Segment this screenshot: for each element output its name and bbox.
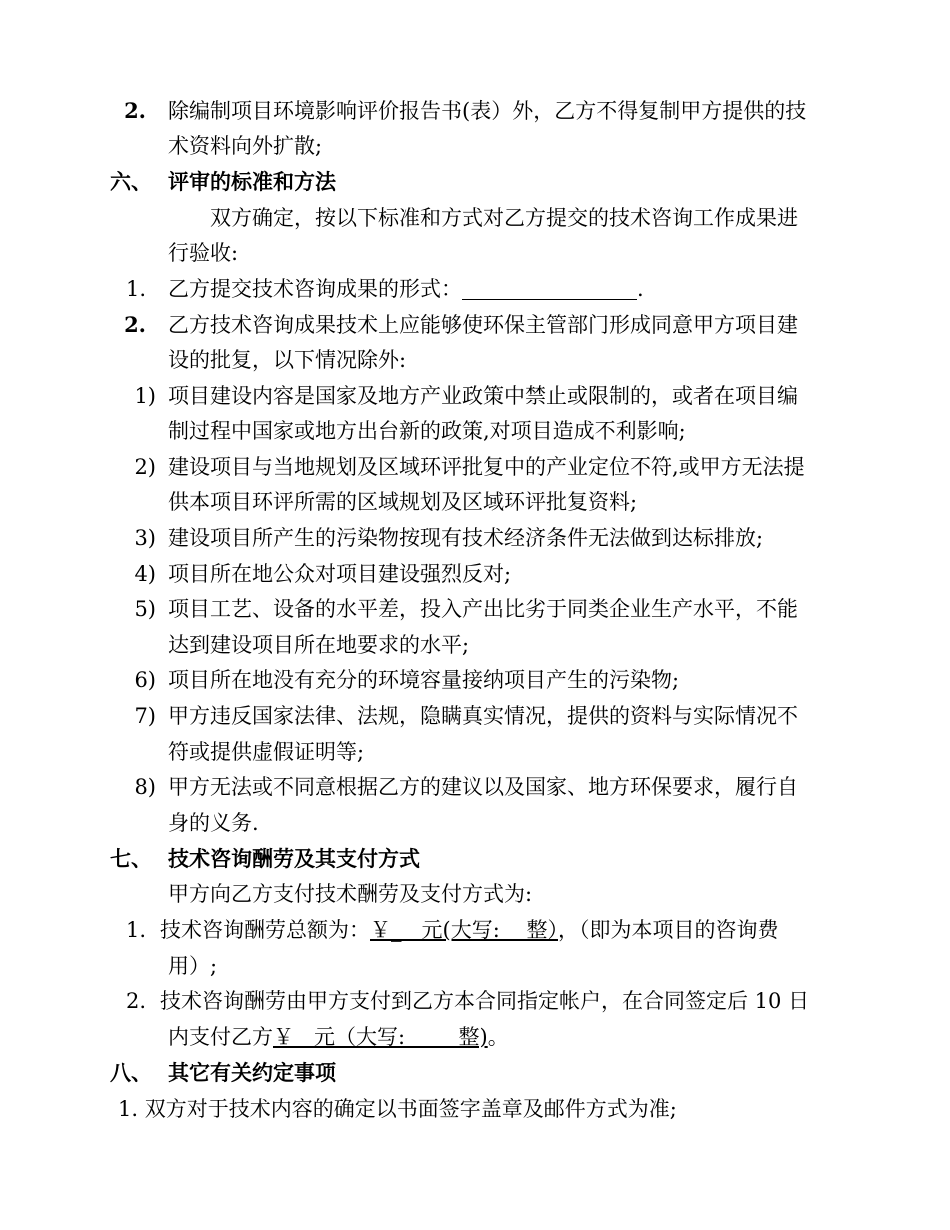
item-number: 2. — [124, 312, 146, 337]
amount-field: ￥_ 元(大写: 整） — [370, 918, 558, 942]
item-number: 1. — [125, 918, 146, 942]
sub-item-text: 项目工艺、设备的水平差，投入产出比劣于同类企业生产水平，不能 — [168, 597, 798, 621]
item-text: 技术咨询酬劳由甲方支付到乙方本合同指定帐户，在合同签定后 10 日 — [160, 989, 810, 1013]
item-text: 术资料向外扩散; — [168, 134, 323, 158]
item-text: 设的批复，以下情况除外: — [168, 348, 407, 372]
section-number: 七、 — [110, 846, 152, 871]
paragraph-text: 双方确定，按以下标准和方式对乙方提交的技术咨询工作成果进 — [210, 206, 798, 230]
section-title: 技术咨询酬劳及其支付方式 — [168, 846, 420, 871]
sub-item-number: 1) — [134, 384, 156, 408]
sub-item-text: 项目建设内容是国家及地方产业政策中禁止或限制的，或者在项目编 — [168, 384, 798, 408]
section-number: 八、 — [110, 1060, 152, 1085]
item-text: 乙方技术咨询成果技术上应能够使环保主管部门形成同意甲方项目建 — [168, 313, 798, 337]
fill-in-blank — [462, 277, 637, 300]
sub-item-number: 3) — [134, 526, 156, 550]
sub-item-number: 6) — [134, 668, 156, 692]
item-number: 1. — [125, 277, 146, 301]
item-number: 2. — [125, 989, 146, 1013]
sub-item-number: 8) — [134, 775, 156, 799]
sub-item-number: 4) — [134, 562, 156, 586]
paragraph-text: 行验收: — [168, 241, 239, 265]
amount-field: ￥ 元（大写: 整) — [273, 1025, 488, 1049]
section-title: 其它有关约定事项 — [168, 1060, 336, 1085]
section-number: 六、 — [110, 169, 152, 194]
sub-item-text: 甲方无法或不同意根据乙方的建议以及国家、地方环保要求，履行自 — [168, 775, 798, 799]
section-title: 评审的标准和方法 — [168, 169, 336, 194]
item-text: 除编制项目环境影响评价报告书(表）外，乙方不得复制甲方提供的技 — [168, 99, 807, 123]
sub-item-number: 5) — [134, 597, 156, 621]
item-number: 2. — [124, 98, 146, 123]
sub-item-text: 项目所在地没有充分的环境容量接纳项目产生的污染物; — [168, 668, 680, 692]
item-text: 用）; — [168, 954, 218, 978]
item-text: 内支付乙方￥ 元（大写: 整)。 — [168, 1025, 509, 1049]
sub-item-text: 甲方违反国家法律、法规，隐瞒真实情况，提供的资料与实际情况不 — [168, 704, 798, 728]
sub-item-text: 建设项目所产生的污染物按现有技术经济条件无法做到达标排放; — [168, 526, 764, 550]
sub-item-text: 供本项目环评所需的区域规划及区域环评批复资料; — [168, 490, 638, 514]
paragraph-text: 甲方向乙方支付技术酬劳及支付方式为: — [168, 882, 533, 906]
sub-item-text: 符或提供虚假证明等; — [168, 740, 365, 764]
sub-item-text: 建设项目与当地规划及区域环评批复中的产业定位不符,或甲方无法提 — [168, 455, 805, 479]
sub-item-text: 身的义务. — [168, 811, 259, 835]
sub-item-text: 制过程中国家或地方出台新的政策,对项目造成不利影响; — [168, 419, 686, 443]
sub-item-number: 2) — [134, 455, 156, 479]
sub-item-number: 7) — [134, 704, 156, 728]
item-text: 1. 双方对于技术内容的确定以书面签字盖章及邮件方式为准; — [118, 1097, 677, 1121]
sub-item-text: 达到建设项目所在地要求的水平; — [168, 633, 470, 657]
sub-item-text: 项目所在地公众对项目建设强烈反对; — [168, 562, 512, 586]
item-text: 乙方提交技术咨询成果的形式： . — [168, 277, 644, 301]
item-text: 技术咨询酬劳总额为：￥_ 元(大写: 整），（即为本项目的咨询费 — [160, 918, 779, 942]
